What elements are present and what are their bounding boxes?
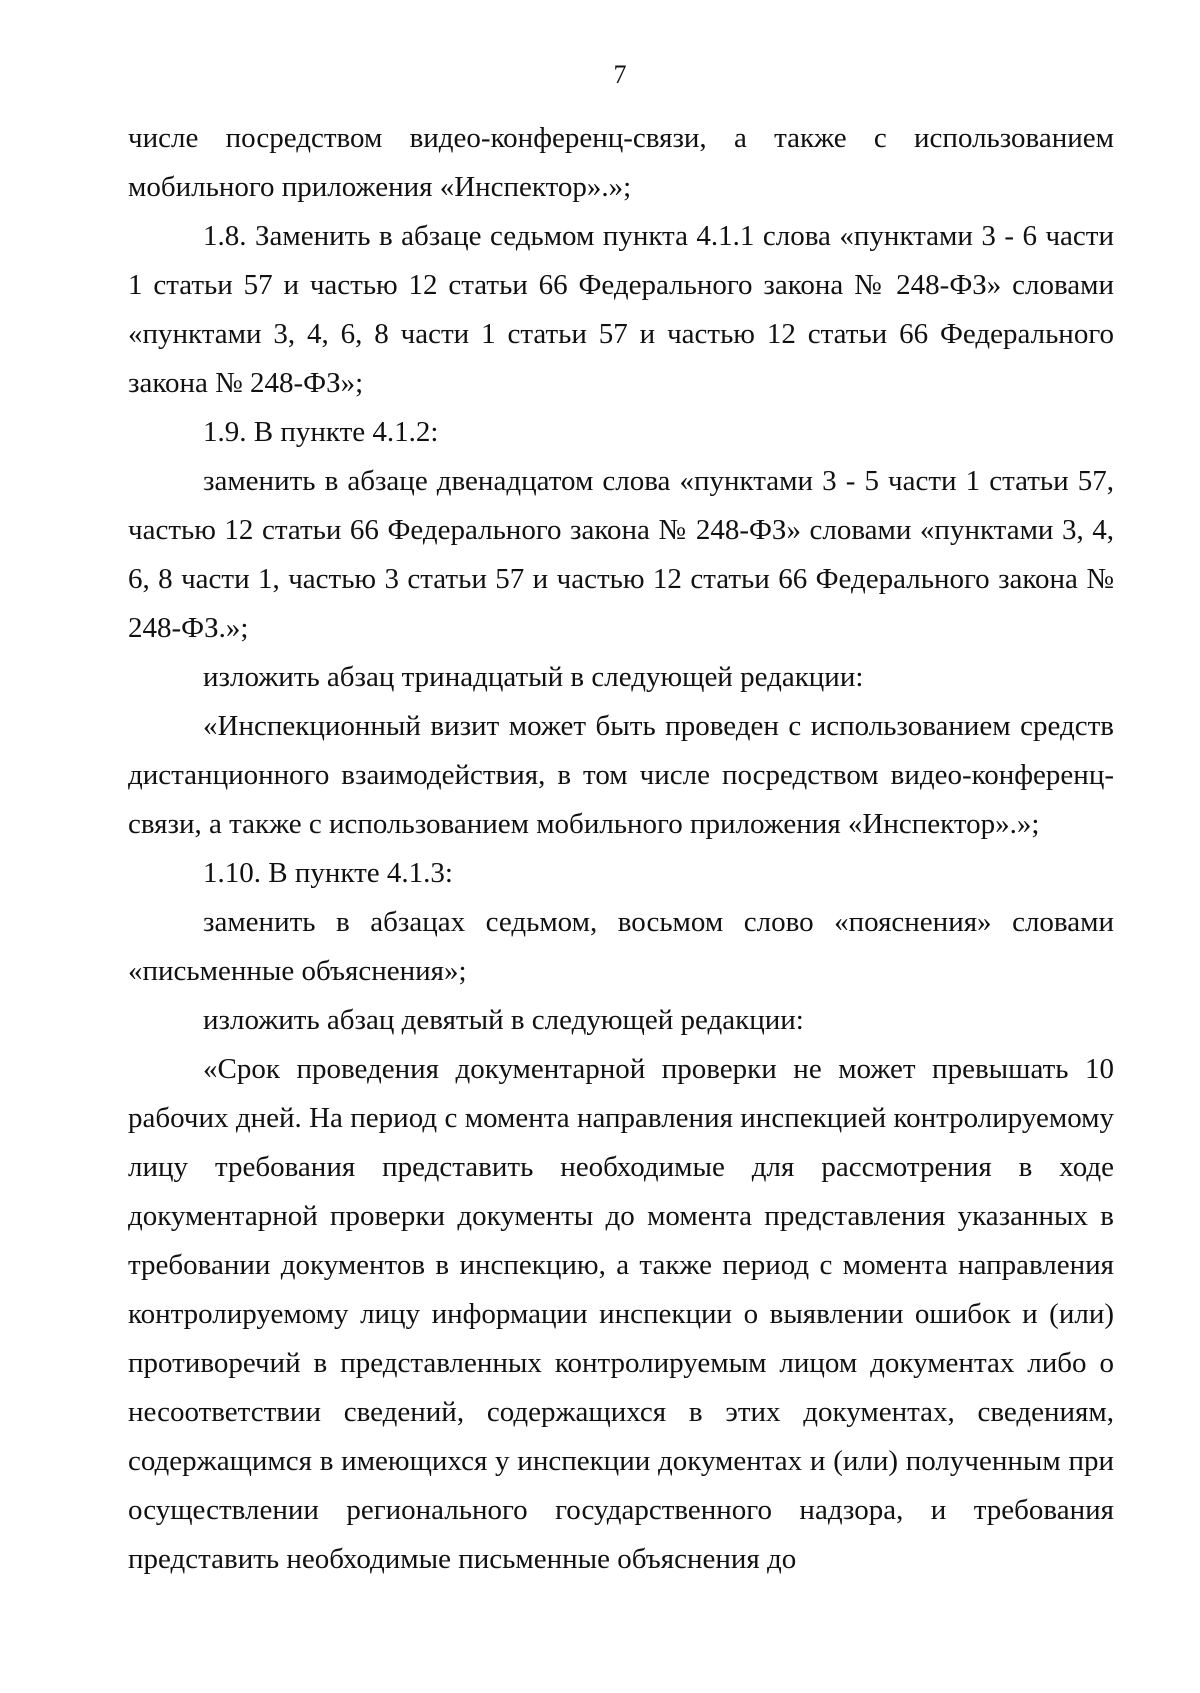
- paragraph-replace-twelfth: заменить в абзаце двенадцатом слова «пунктами 3 - 5 части 1 статьи 57, частью 12 статьи 66 Федерального закона № 248-ФЗ» словами «пунктами 3, 4, 6, 8 части 1, частью 3 статьи 57 и частью 12 статьи 66 Федерального закона № 248-ФЗ.»;: [128, 465, 1114, 644]
- paragraph-restate-thirteenth: изложить абзац тринадцатый в следующей редакции:: [203, 661, 864, 693]
- paragraph-item-1-8: 1.8. Заменить в абзаце седьмом пункта 4.1.1 слова «пунктами 3 - 6 части 1 статьи 57 и частью 12 статьи 66 Федерального закона № 248-ФЗ» словами «пунктами 3, 4, 6, 8 части 1 статьи 57 и частью 12 статьи 66 Федерального закона № 248-ФЗ»;: [128, 220, 1114, 399]
- paragraph-item-1-9: 1.9. В пункте 4.1.2:: [203, 416, 439, 448]
- paragraph-quote-inspection-visit: «Инспекционный визит может быть проведен с использованием средств дистанционного взаимодействия, в том числе посредством видео-конференц-связи, а также с использованием мобильного приложения «Инспектор».»;: [128, 710, 1114, 840]
- page-number: 7: [613, 60, 627, 89]
- paragraph-continuation: числе посредством видео-конференц-связи, а также с использованием мобильного приложения «Инспектор».»;: [128, 122, 1114, 203]
- paragraph-replace-seventh-eighth: заменить в абзацах седьмом, восьмом слово «пояснения» словами «письменные объяснения»;: [128, 906, 1114, 987]
- paragraph-quote-document-check: «Срок проведения документарной проверки не может превышать 10 рабочих дней. На период с момента направления инспекцией контролируемому лицу требования представить необходимые для рассмотрения в ходе документарной проверки документы до момента представления указанных в требовании документов в инспекцию, а также период с момента направления контролируемому лицу информации инспекции о выявлении ошибок и (или) противоречий в представленных контролируемым лицом документах либо о несоответствии сведений, содержащихся в этих документах, сведениям, содержащимся в имеющихся у инспекции документах и (или) полученным при осуществлении регионального государственного надзора, и требования представить необходимые письменные объяснения до: [128, 1053, 1114, 1575]
- paragraph-restate-ninth: изложить абзац девятый в следующей редакции:: [203, 1004, 804, 1036]
- paragraph-item-1-10: 1.10. В пункте 4.1.3:: [203, 857, 453, 889]
- document-body: [128, 114, 1114, 1584]
